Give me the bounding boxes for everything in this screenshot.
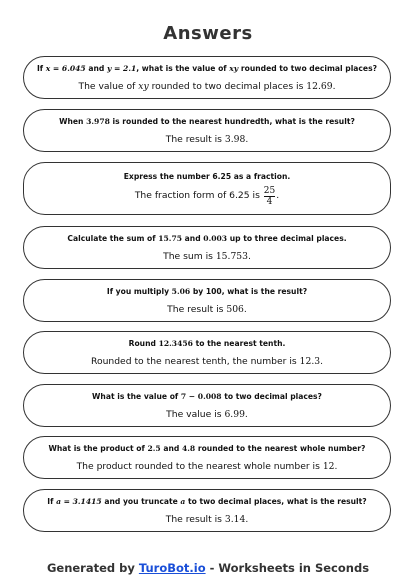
answer-text: The result is 506. bbox=[167, 303, 247, 315]
answer-card bbox=[23, 331, 391, 374]
answer-card bbox=[23, 384, 391, 427]
answer-text: Rounded to the nearest tenth, the number is 12.3. bbox=[90, 355, 324, 367]
answer-card bbox=[23, 56, 391, 99]
answer-card bbox=[23, 162, 391, 215]
footer-suffix: - Worksheets in Seconds bbox=[205, 561, 370, 575]
answer-text: The fraction form of 6.25 is $\frac{25}{4}$ . bbox=[134, 185, 280, 207]
answer-card bbox=[23, 279, 391, 322]
question-text: If a = 3.1415 and you truncate a to two decimal places, what is the result? bbox=[47, 496, 367, 506]
question-text: What is the value of 7 − 0.008 to two decimal places? bbox=[92, 391, 322, 401]
turobot-link[interactable]: TuroBot.io bbox=[138, 561, 206, 575]
answer-text: The value is 6.99. bbox=[166, 408, 248, 420]
question-text: Calculate the sum of 15.75 and 0.003 up to three decimal places. bbox=[67, 233, 347, 243]
page-title: Answers bbox=[163, 23, 253, 44]
question-text: Round 12.3456 to the nearest tenth. bbox=[128, 338, 286, 348]
answer-card bbox=[23, 489, 391, 532]
question-text: When 3.978 is rounded to the nearest hundredth, what is the result? bbox=[59, 116, 355, 126]
answer-text: The value of xy rounded to two decimal places is 12.69. bbox=[78, 80, 336, 92]
answer-card bbox=[23, 226, 391, 269]
fraction: $\frac{25}{4}$ bbox=[263, 185, 276, 207]
answer-text: The sum is 15.753. bbox=[163, 250, 251, 262]
question-text: If x = 6.045 and y = 2.1, what is the value of xy rounded to two decimal places? bbox=[36, 63, 378, 73]
answer-text: The result is 3.98. bbox=[165, 133, 249, 145]
question-text: Express the number 6.25 as a fraction. bbox=[123, 171, 291, 181]
question-text: If you multiply 5.06 by 100, what is the result? bbox=[106, 286, 308, 296]
footer-prefix: Generated by bbox=[46, 561, 139, 575]
answer-text: The result is 3.14. bbox=[165, 513, 249, 525]
answer-card bbox=[23, 436, 391, 479]
footer bbox=[0, 560, 416, 576]
answer-text: The product rounded to the nearest whole number is 12. bbox=[76, 460, 338, 472]
question-text: What is the product of 2.5 and 4.8 rounded to the nearest whole number? bbox=[48, 443, 366, 453]
answer-card bbox=[23, 109, 391, 152]
